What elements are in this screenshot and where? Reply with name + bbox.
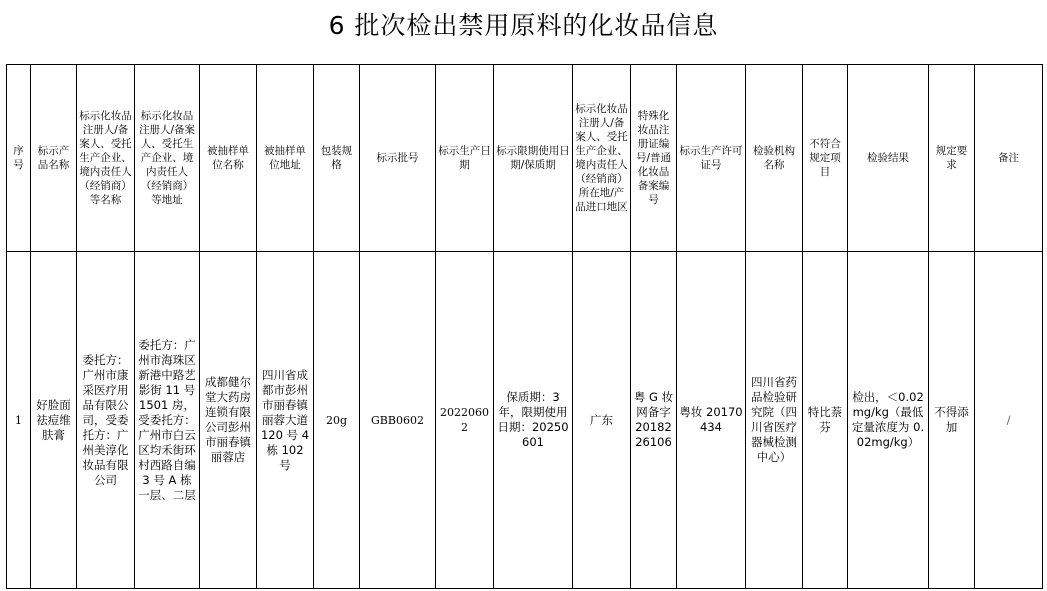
- header-cell: 标示限期使用日期/保质期: [494, 65, 573, 252]
- cell-record-no: 粤 G 妆网备字 2018226106: [631, 252, 677, 589]
- header-cell: 检验结果: [848, 65, 929, 252]
- header-cell: 标示化妆品注册人/备案人、受托生产企业、境内责任人（经销商）等地址: [135, 65, 200, 252]
- header-cell: 标示批号: [360, 65, 436, 252]
- header-cell: 检验机构名称: [746, 65, 803, 252]
- header-cell: 标示生产日期: [436, 65, 494, 252]
- header-cell: 标示生产许可证号: [677, 65, 746, 252]
- header-cell: 标示产品名称: [31, 65, 77, 252]
- cell-lab: 四川省药品检验研究院（四川省医疗器械检测中心）: [746, 252, 803, 589]
- cell-product: 好脸面祛痘维肤膏: [31, 252, 77, 589]
- cell-requirement: 不得添加: [929, 252, 975, 589]
- cell-batch: GBB0602: [360, 252, 436, 589]
- header-cell: 特殊化妆品注册证编号/普通化妆品备案编号: [631, 65, 677, 252]
- cell-no: 1: [7, 252, 31, 589]
- cosmetics-table: [6, 64, 1043, 589]
- table-row: [7, 252, 1043, 589]
- header-cell: 被抽样单位地址: [257, 65, 314, 252]
- cell-expiry: 保质期：3 年，限期使用日期：20250601: [494, 252, 573, 589]
- cell-prod-date: 20220602: [436, 252, 494, 589]
- header-cell: 不符合规定项目: [803, 65, 848, 252]
- header-cell: 序号: [7, 65, 31, 252]
- header-cell: 标示化妆品注册人/备案人、受托生产企业、境内责任人（经销商）所在地/产品进口地区: [573, 65, 631, 252]
- header-cell: 标示化妆品注册人/备案人、受托生产企业、境内责任人（经销商）等名称: [77, 65, 135, 252]
- cell-company: 委托方：广州市康采医疗用品有限公司，受委托方：广州美淳化妆品有限公司: [77, 252, 135, 589]
- cell-sampled-unit: 成都健尔堂大药房连锁有限公司彭州市丽春镇丽蓉店: [200, 252, 257, 589]
- table-header-row: [7, 65, 1043, 252]
- cell-license-no: 粤妆 20170434: [677, 252, 746, 589]
- cell-address: 委托方：广州市海珠区新港中路艺影街 11 号 1501 房，受委托方：广州市白云区均禾街环村西路自编 3 号 A 栋一层、二层: [135, 252, 200, 589]
- header-cell: 被抽样单位名称: [200, 65, 257, 252]
- cell-region: 广东: [573, 252, 631, 589]
- cell-spec: 20g: [314, 252, 360, 589]
- cell-remark: /: [975, 252, 1043, 589]
- page-title: 6 批次检出禁用原料的化妆品信息: [328, 11, 719, 40]
- cell-result: 检出，＜0.02mg/kg（最低定量浓度为 0.02mg/kg）: [848, 252, 929, 589]
- header-cell: 规定要求: [929, 65, 975, 252]
- cell-item: 特比萘芬: [803, 252, 848, 589]
- header-cell: 备注: [975, 65, 1043, 252]
- header-cell: 包装规格: [314, 65, 360, 252]
- cell-sampled-address: 四川省成都市彭州市丽春镇丽蓉大道 120 号 4 栋 102 号: [257, 252, 314, 589]
